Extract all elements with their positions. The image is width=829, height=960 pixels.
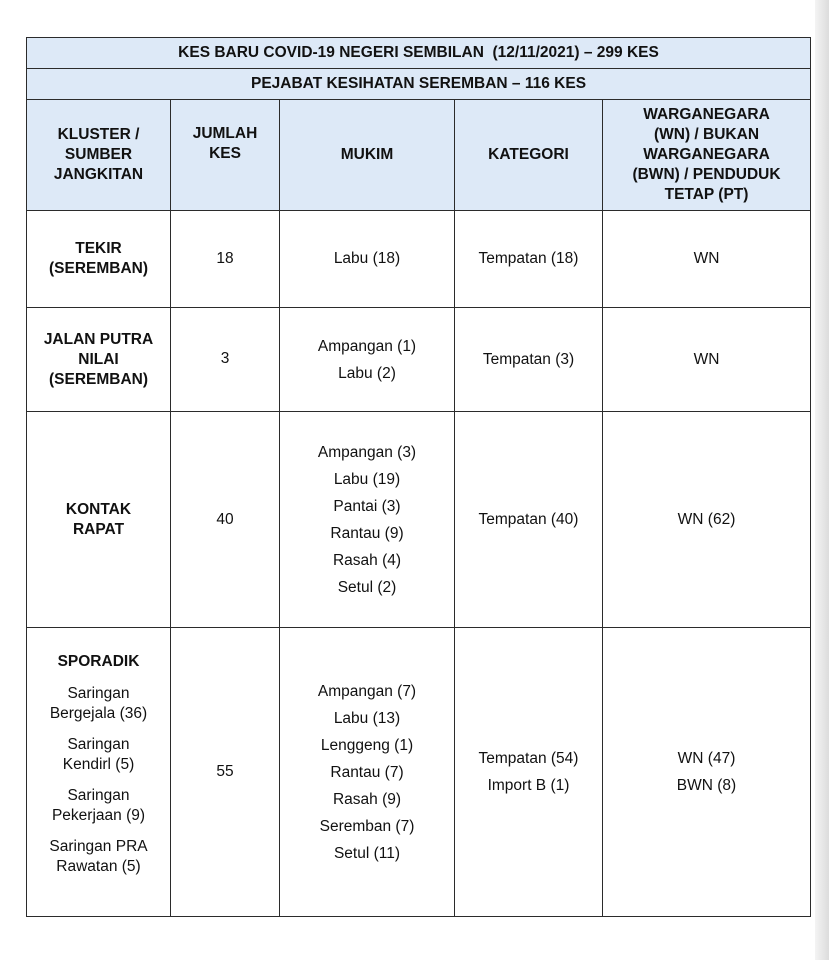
jumlah-cell: 40	[171, 412, 280, 628]
kluster-line: NILAI	[78, 350, 119, 368]
kategori-item: Tempatan (18)	[478, 250, 579, 267]
mukim-item: Ampangan (1)	[317, 337, 417, 355]
mukim-item: Rantau (9)	[330, 524, 404, 542]
header-jumlah-line: KES	[209, 145, 241, 162]
kluster-cell	[27, 308, 171, 412]
subtitle-row	[27, 69, 811, 100]
header-warga-line: WARGANEGARA	[643, 146, 770, 163]
kluster-sub-item	[27, 837, 170, 877]
header-jumlah	[171, 100, 280, 211]
mukim-cell	[280, 412, 455, 628]
table-row	[27, 412, 811, 628]
jumlah-cell: 55	[171, 628, 280, 917]
kluster-cell	[27, 211, 171, 308]
kluster-line: (SEREMBAN)	[48, 260, 149, 277]
table-row	[27, 211, 811, 308]
kluster-cell	[27, 412, 171, 628]
header-warga-line: WARGANEGARA	[643, 106, 770, 123]
header-kluster	[27, 100, 171, 211]
kluster-sub-line: Saringan	[67, 787, 130, 804]
header-warga-line: TETAP (PT)	[664, 186, 749, 203]
table-title: KES BARU COVID-19 NEGERI SEMBILAN (12/11/2021) – 299 KES	[27, 38, 811, 69]
kategori-item: Tempatan (54)	[478, 750, 579, 767]
kategori-item: Tempatan (40)	[478, 510, 579, 528]
header-kategori: KATEGORI	[455, 100, 603, 211]
mukim-item: Labu (13)	[333, 709, 401, 727]
warga-item: WN	[693, 250, 720, 267]
mukim-item: Seremban (7)	[319, 817, 415, 835]
kluster-line: TEKIR	[75, 240, 122, 257]
mukim-item: Rasah (4)	[332, 551, 402, 569]
mukim-item: Ampangan (7)	[317, 682, 417, 700]
page-edge-shadow	[815, 0, 829, 960]
header-row	[27, 100, 811, 211]
mukim-cell	[280, 308, 455, 412]
header-warganegara	[603, 100, 811, 211]
kluster-sub-line: Rawatan (5)	[56, 858, 141, 875]
kluster-line: JALAN PUTRA	[43, 330, 154, 348]
table-subtitle: PEJABAT KESIHATAN SEREMBAN – 116 KES	[27, 69, 811, 100]
warga-cell	[603, 211, 811, 308]
warga-cell	[603, 628, 811, 917]
kluster-sub-line: Saringan	[67, 685, 130, 702]
header-jumlah-line: JUMLAH	[192, 125, 258, 142]
header-kluster-line: SUMBER	[64, 146, 133, 163]
warga-item: WN (47)	[677, 750, 736, 767]
kategori-cell	[455, 308, 603, 412]
kluster-sub-line: Kendirl (5)	[62, 756, 135, 773]
kategori-cell	[455, 211, 603, 308]
header-warga-line: (WN) / BUKAN	[653, 126, 760, 143]
kategori-item: Tempatan (3)	[482, 350, 575, 368]
kategori-cell	[455, 412, 603, 628]
header-kluster-line: JANGKITAN	[53, 166, 144, 183]
kluster-line: SPORADIK	[57, 653, 140, 670]
mukim-cell	[280, 211, 455, 308]
kluster-sub-line: Pekerjaan (9)	[51, 807, 146, 824]
kategori-cell	[455, 628, 603, 917]
kluster-sub-item	[27, 786, 170, 826]
kluster-cell	[27, 628, 171, 917]
warga-item: WN	[693, 350, 720, 368]
kategori-item: Import B (1)	[487, 777, 570, 794]
kluster-line: KONTAK	[65, 500, 132, 518]
kluster-sub-item	[27, 684, 170, 724]
table-row	[27, 628, 811, 917]
header-kluster-line: KLUSTER /	[57, 126, 140, 143]
warga-cell	[603, 308, 811, 412]
mukim-item: Lenggeng (1)	[320, 736, 414, 754]
mukim-item: Labu (18)	[333, 250, 401, 267]
mukim-cell	[280, 628, 455, 917]
covid-cases-table	[26, 37, 811, 917]
jumlah-cell	[171, 308, 280, 412]
kluster-line: RAPAT	[72, 520, 125, 538]
mukim-item: Labu (19)	[333, 470, 401, 488]
jumlah-value: 3	[220, 349, 230, 367]
table-row	[27, 308, 811, 412]
kluster-line: (SEREMBAN)	[48, 370, 149, 388]
mukim-item: Labu (2)	[338, 364, 396, 382]
warga-item: WN (62)	[677, 510, 736, 528]
kluster-sub-line: Bergejala (36)	[49, 705, 148, 722]
kluster-sub-line: Saringan PRA	[49, 838, 148, 855]
mukim-item: Setul (11)	[333, 844, 401, 862]
header-warga-line: (BWN) / PENDUDUK	[632, 166, 781, 183]
mukim-item: Ampangan (3)	[317, 443, 417, 461]
kluster-sub-line: Saringan	[67, 736, 130, 753]
header-mukim: MUKIM	[280, 100, 455, 211]
mukim-item: Rantau (7)	[330, 763, 404, 781]
kluster-sub-item	[27, 735, 170, 775]
mukim-item: Rasah (9)	[332, 790, 402, 808]
mukim-item: Setul (2)	[337, 578, 397, 596]
jumlah-cell: 18	[171, 211, 280, 308]
mukim-item: Pantai (3)	[333, 497, 401, 515]
title-row	[27, 38, 811, 69]
warga-cell	[603, 412, 811, 628]
warga-item: BWN (8)	[676, 777, 737, 794]
